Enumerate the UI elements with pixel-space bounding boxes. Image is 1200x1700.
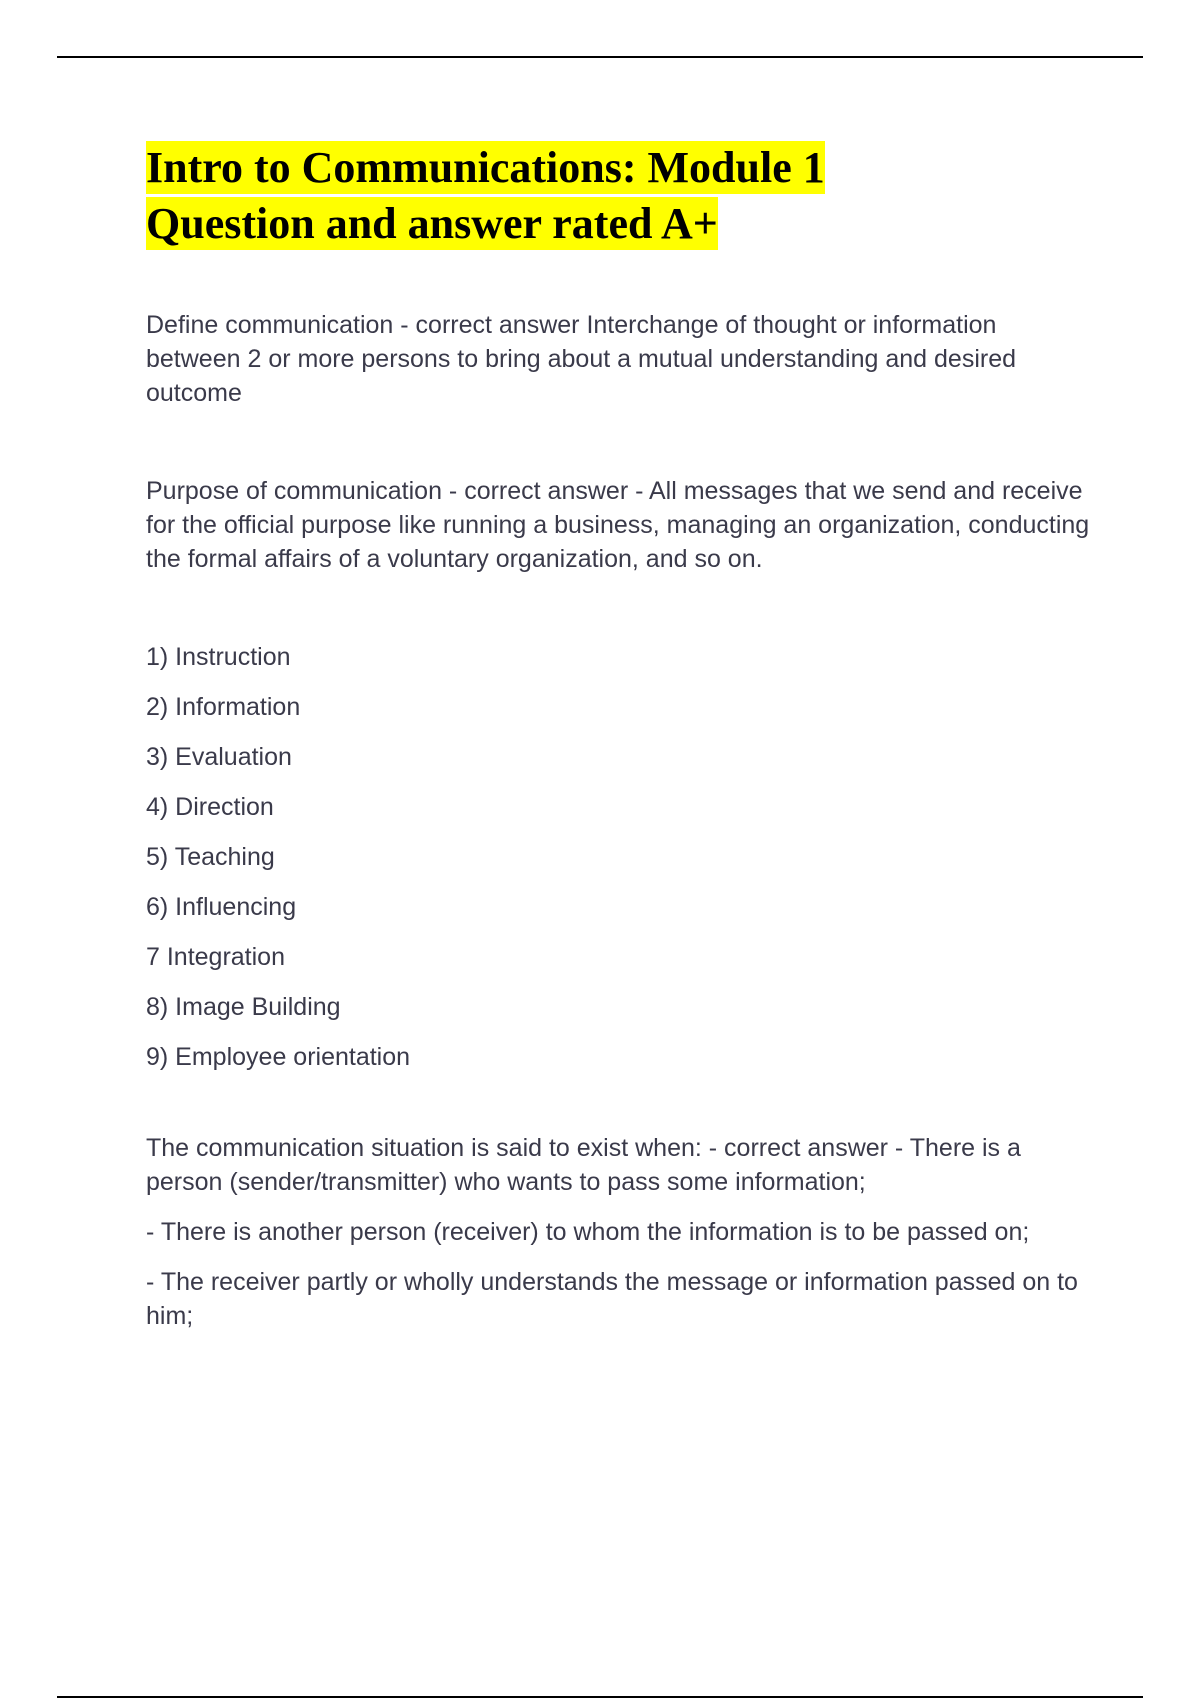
title-line-1: Intro to Communications: Module 1 [146,143,825,192]
list-item: 8) Image Building [146,993,341,1021]
list-item: 4) Direction [146,793,274,821]
list-item: 5) Teaching [146,843,275,871]
qa-define-communication: Define communication - correct answer Interchange of thought or information between 2 or more persons to bring about a mutual understanding and desired outcome [146,311,1017,407]
bottom-rule [57,1696,1143,1698]
list-item: 3) Evaluation [146,743,292,771]
top-rule [57,56,1143,58]
document-body [146,140,1096,1333]
situation-continuation-understanding: - The receiver partly or wholly understands the message or information passed on to him; [146,1268,1078,1330]
list-item: 7 Integration [146,943,285,971]
title-line-2: Question and answer rated A+ [146,199,718,248]
list-item: 6) Influencing [146,893,297,921]
list-item: 2) Information [146,693,301,721]
situation-continuation-receiver: - There is another person (receiver) to whom the information is to be passed on; [146,1218,1030,1246]
list-item: 1) Instruction [146,643,291,671]
purpose-list [146,640,1096,1090]
qa-purpose-of-communication: Purpose of communication - correct answer - All messages that we send and receive for the official purpose like running a business, managing an organization, conducting the formal affairs of a voluntary organization, and so on. [146,477,1090,573]
document-title [146,140,1096,252]
list-item: 9) Employee orientation [146,1043,411,1071]
qa-communication-situation: The communication situation is said to exist when: - correct answer - There is a person (sender/transmitter) who wants to pass some information; [146,1134,1021,1196]
